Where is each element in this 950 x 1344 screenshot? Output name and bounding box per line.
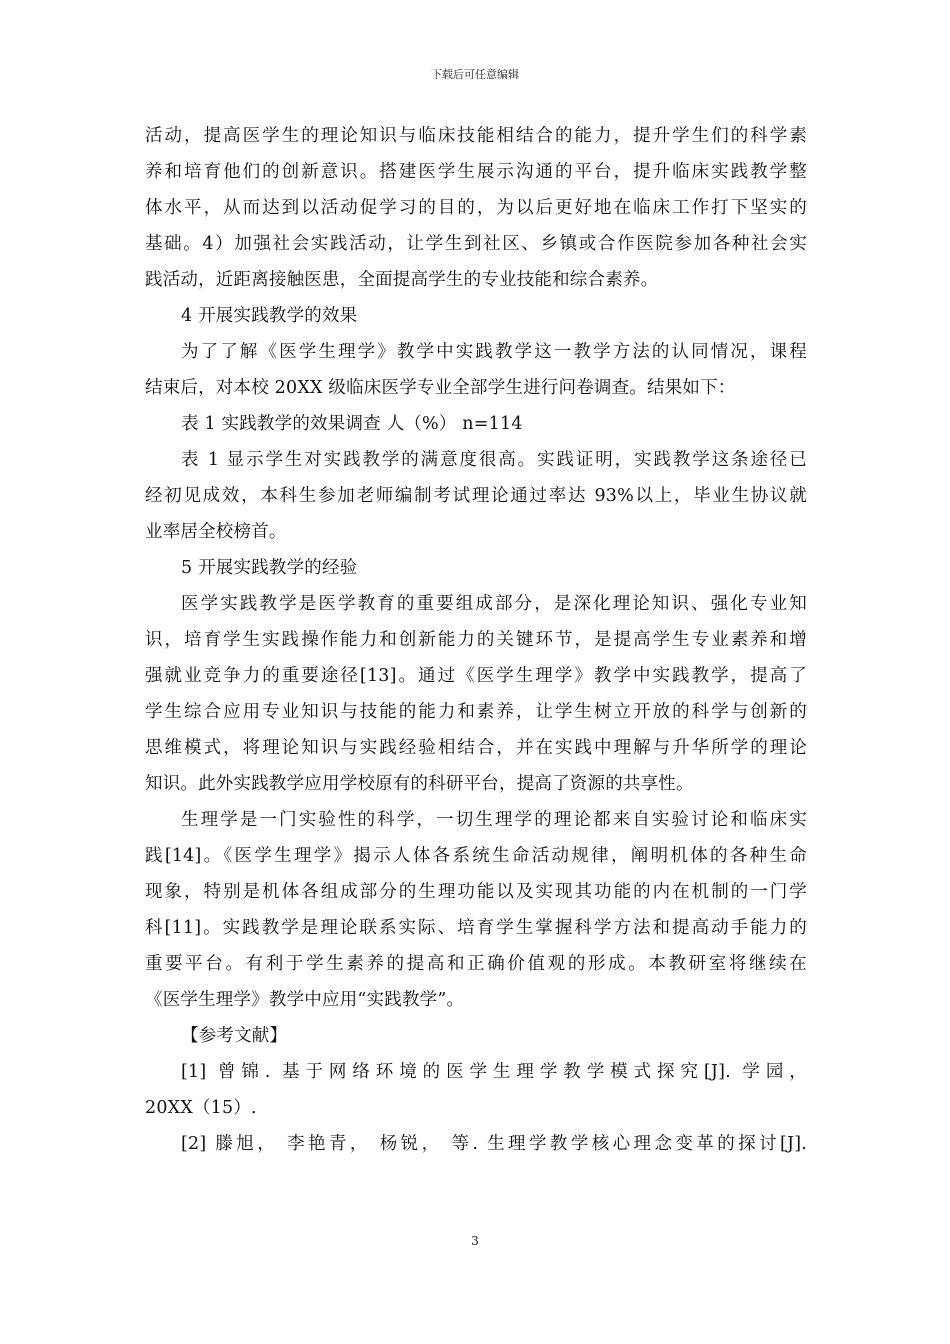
section-heading: 4 开展实践教学的效果 [181, 306, 358, 326]
reference-line: [2] 滕旭， 李艳青， 杨锐， 等. 生理学教学核心理念变革的探讨[J]. [181, 1134, 807, 1154]
paragraph-line: 科[11]。实践教学是理论联系实际、培育学生掌握科学方法和提高动手能力的 [145, 918, 807, 938]
paragraph-line: 体水平，从而达到以活动促学习的目的，为以后更好地在临床工作打下坚实的 [145, 198, 807, 218]
page-header: 下载后可任意编辑 [431, 68, 519, 81]
paragraph-line: 识，培育学生实践操作能力和创新能力的关键环节，是提高学生专业素养和增 [145, 630, 807, 650]
page-number: 3 [471, 1234, 479, 1248]
paragraph-line: 生理学是一门实验性的科学，一切生理学的理论都来自实验讨论和临床实 [181, 810, 807, 830]
paragraph-line: 知识。此外实践教学应用学校原有的科研平台，提高了资源的共享性。 [145, 774, 694, 794]
paragraph-line: 践活动，近距离接触医患，全面提高学生的专业技能和综合素养。 [145, 270, 659, 290]
paragraph-line: 践[14]。《医学生理学》揭示人体各系统生命活动规律，阐明机体的各种生命 [145, 846, 807, 866]
paragraph-line: 学生综合应用专业知识与技能的能力和素养，让学生树立开放的科学与创新的 [145, 702, 807, 722]
paragraph-line: 结束后，对本校 20XX 级临床医学专业全部学生进行问卷调查。结果如下： [145, 378, 736, 398]
paragraph-line: 医学实践教学是医学教育的重要组成部分，是深化理论知识、强化专业知 [181, 594, 807, 614]
paragraph-line: 强就业竞争力的重要途径[13]。通过《医学生理学》教学中实践教学，提高了 [145, 666, 807, 686]
references-heading: 【参考文献】 [181, 1026, 288, 1046]
document-body [145, 118, 807, 1162]
table-caption: 表 1 实践教学的效果调查 人（%） n=114 [181, 414, 523, 434]
paragraph-line: 为了了解《医学生理学》教学中实践教学这一教学方法的认同情况，课程 [181, 342, 807, 362]
paragraph-line: 思维模式，将理论知识与实践经验相结合，并在实践中理解与升华所学的理论 [145, 738, 807, 758]
reference-line: 20XX（15）. [145, 1098, 257, 1118]
paragraph-line: 基础。4）加强社会实践活动，让学生到社区、乡镇或合作医院参加各种社会实 [145, 234, 807, 254]
paragraph-line: 表 1 显示学生对实践教学的满意度很高。实践证明，实践教学这条途径已 [181, 450, 807, 470]
paragraph-line: 经初见成效，本科生参加老师编制考试理论通过率达 93%以上，毕业生协议就 [145, 486, 807, 506]
section-heading: 5 开展实践教学的经验 [181, 558, 358, 578]
paragraph-line: 《医学生理学》教学中应用“实践教学”。 [145, 990, 465, 1010]
paragraph-line: 现象，特别是机体各组成部分的生理功能以及实现其功能的内在机制的一门学 [145, 882, 807, 902]
paragraph-line: 重要平台。有利于学生素养的提高和正确价值观的形成。本教研室将继续在 [145, 954, 807, 974]
paragraph-line: 业率居全校榜首。 [145, 522, 287, 542]
paragraph-line: 养和培育他们的创新意识。搭建医学生展示沟通的平台，提升临床实践教学整 [145, 162, 807, 182]
paragraph-line: 活动，提高医学生的理论知识与临床技能相结合的能力，提升学生们的科学素 [145, 126, 807, 146]
reference-line: [1] 曾锦. 基于网络环境的医学生理学教学模式探究[J]. 学园， [181, 1062, 807, 1082]
